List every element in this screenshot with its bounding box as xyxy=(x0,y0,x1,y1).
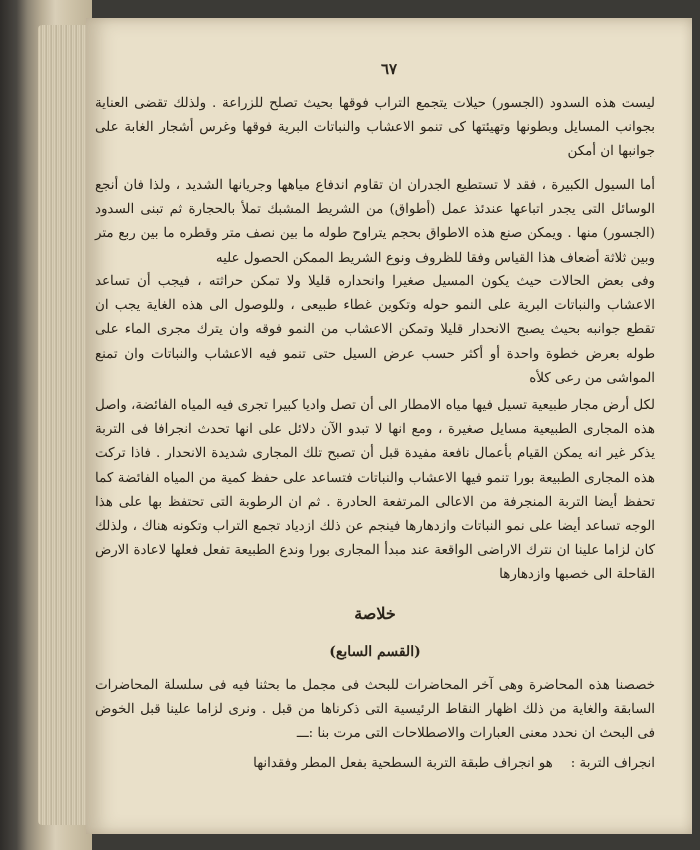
paragraph-1: ليست هذه السدود (الجسور) حيلات يتجمع التراب فوقها بحيث تصلح للزراعة . ولذلك تقضى العناية بجوانب المسايل وبطونها وتهيئتها كى تنمو الاعشاب والنباتات البرية فوقها وغرس أشجار الغابة على جوانبها ان أمكن xyxy=(95,96,655,160)
definition-term: انجراف التربة : xyxy=(570,756,655,771)
definition-line xyxy=(95,752,655,776)
paragraph-5: خصصنا هذه المحاضرة وهى آخر المحاضرات للبحث فى مجمل ما بحثنا فيه فى سلسلة المحاضرات السابقة والغاية من ذلك اظهار النقاط الرئيسية التى ذكرناها من قبل . ونرى لزاما علينا قبل الخوض فى البحث ان نحدد معنى العبارات والاصطلاحات التى مرت بنا :ـــ xyxy=(95,678,655,742)
section-heading: خلاصة xyxy=(354,604,396,623)
definition-meaning: هو انجراف طبقة التربة السطحية بفعل المطر وفقدانها xyxy=(253,756,553,771)
page-text-block xyxy=(95,0,655,850)
section-subheading: (القسم السابع) xyxy=(329,644,421,660)
paragraph-3: وفى بعض الحالات حيث يكون المسيل صغيرا وانحداره قليلا ولا تمكن حراثته ، فيجب أن تساعد الاعشاب والنباتات البرية على النمو حوله وتكوين غطاء طبيعى ، وللوصول الى هذه الغاية يجب ان تقطع جوانبه بحيث يصبح الانحدار قليلا وتمكن الاعشاب من النمو فوقه وان يترك مجرى الماء على طوله بعرض خطوة واحدة أو أكثر حسب عرض السيل حتى تنمو فيه الاعشاب والنباتات وان تمنع المواشى من رعى كلأه xyxy=(95,274,655,386)
page-number: ٦٧ xyxy=(380,60,398,78)
paragraph-4: لكل أرض مجار طبيعية تسيل فيها مياه الامطار الى أن تصل واديا كبيرا تجرى فيه المياه الفائضة، واصل هذه المجارى الطبيعية مسايل صغيرة ، ومع انها لا تبدو الآن دلائل على انها تحدث انجرافا فى التربة يذكر غير انه يمكن القيام بأعمال نافعة مفيدة قبل أن تصبح تلك المجارى شديدة الانحدار . فاذا تركت هذه المجارى الطبيعة بورا تنمو فيها الاعشاب والنباتات فتساعد على حفظ كمية من المياه الفائضة كما تحفظ أيضا التربة المنجرفة من الاعالى المرتفعة الحادرة . ثم ان الرطوبة التى تحتفظ بها على هذا الوجه تساعد أيضا على نمو النباتات وازدهارها فينجم عن ذلك ازدياد تجمع التراب وتكونه هناك ، ولذلك كان لزاما علينا ان نترك الاراضى الواقعة عند مبدأ المجارى بورا وندع الطبيعة تفعل فعلها لاعادة الارض القاحلة الى خصبها وازدهارها xyxy=(95,398,655,583)
paragraph-2: أما السيول الكبيرة ، فقد لا تستطيع الجدران ان تقاوم اندفاع مياهها وجريانها الشديد ، ولذا فان أنجع الوسائل التى يجدر اتباعها عندئذ عمل (أطواق) من الشريط المشبك تملأ بالحجارة ثم تبنى السدود (الجسور) منها . ويمكن صنع هذه الاطواق بحجم يتراوح طوله ما بين نصف متر وقطره ما بين ربع متر وبين ثلاثة أضعاف هذا القياس وفقا للظروف ونوع الشريط الممكن الحصول عليه xyxy=(95,178,655,266)
